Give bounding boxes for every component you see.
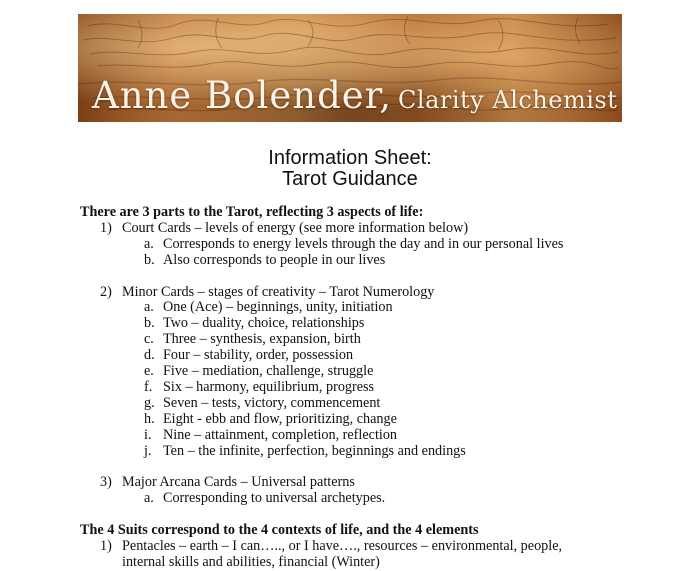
title-line-2: Tarot Guidance: [282, 168, 418, 190]
author-tagline: Clarity Alchemist: [398, 86, 618, 114]
sub-list-item: f. Six – harmony, equilibrium, progress: [144, 378, 375, 395]
sub-list-item: d. Four – stability, order, possession: [144, 347, 354, 364]
sub-list-item: a. Corresponding to universal archetypes.: [144, 490, 386, 507]
banner-name: [92, 74, 617, 117]
title-line-1: Information Sheet:: [268, 147, 432, 169]
spacer: [80, 459, 680, 475]
page-title: [0, 148, 700, 190]
author-name: Anne Bolender,: [92, 74, 393, 117]
list-item: 1) Court Cards – levels of energy (see more information below): [100, 219, 469, 236]
list-item-continuation: internal skills and abilities, financial (Winter): [122, 553, 380, 570]
sub-list-item: e. Five – mediation, challenge, struggle: [144, 363, 374, 380]
spacer: [80, 269, 680, 285]
list-item: 1) Pentacles – earth – I can….., or I have…., resources – environmental, people,: [100, 537, 563, 554]
section-heading: There are 3 parts to the Tarot, reflecting 3 aspects of life:: [80, 204, 424, 220]
list-item: 2) Minor Cards – stages of creativity – Tarot Numerology: [100, 283, 435, 300]
sub-list-item: b. Also corresponds to people in our lives: [144, 251, 386, 268]
section-heading: The 4 Suits correspond to the 4 contexts of life, and the 4 elements: [80, 522, 479, 539]
sub-list-item: b. Two – duality, choice, relationships: [144, 315, 365, 332]
header-banner: [78, 14, 622, 122]
sub-list-item: a. Corresponds to energy levels through the day and in our personal lives: [144, 235, 564, 252]
sub-list-item: j. Ten – the infinite, perfection, beginnings and endings: [144, 442, 466, 459]
spacer: [80, 507, 680, 523]
sub-list-item: c. Three – synthesis, expansion, birth: [144, 331, 361, 348]
sub-list-item: a. One (Ace) – beginnings, unity, initiation: [144, 299, 393, 316]
sub-list-item: g. Seven – tests, victory, commencement: [144, 394, 381, 411]
list-item: 3) Major Arcana Cards – Universal patterns: [100, 474, 355, 491]
document-body: [80, 205, 680, 571]
sub-list-item: h. Eight - ebb and flow, prioritizing, change: [144, 410, 397, 427]
sub-list-item: i. Nine – attainment, completion, reflection: [144, 426, 398, 443]
